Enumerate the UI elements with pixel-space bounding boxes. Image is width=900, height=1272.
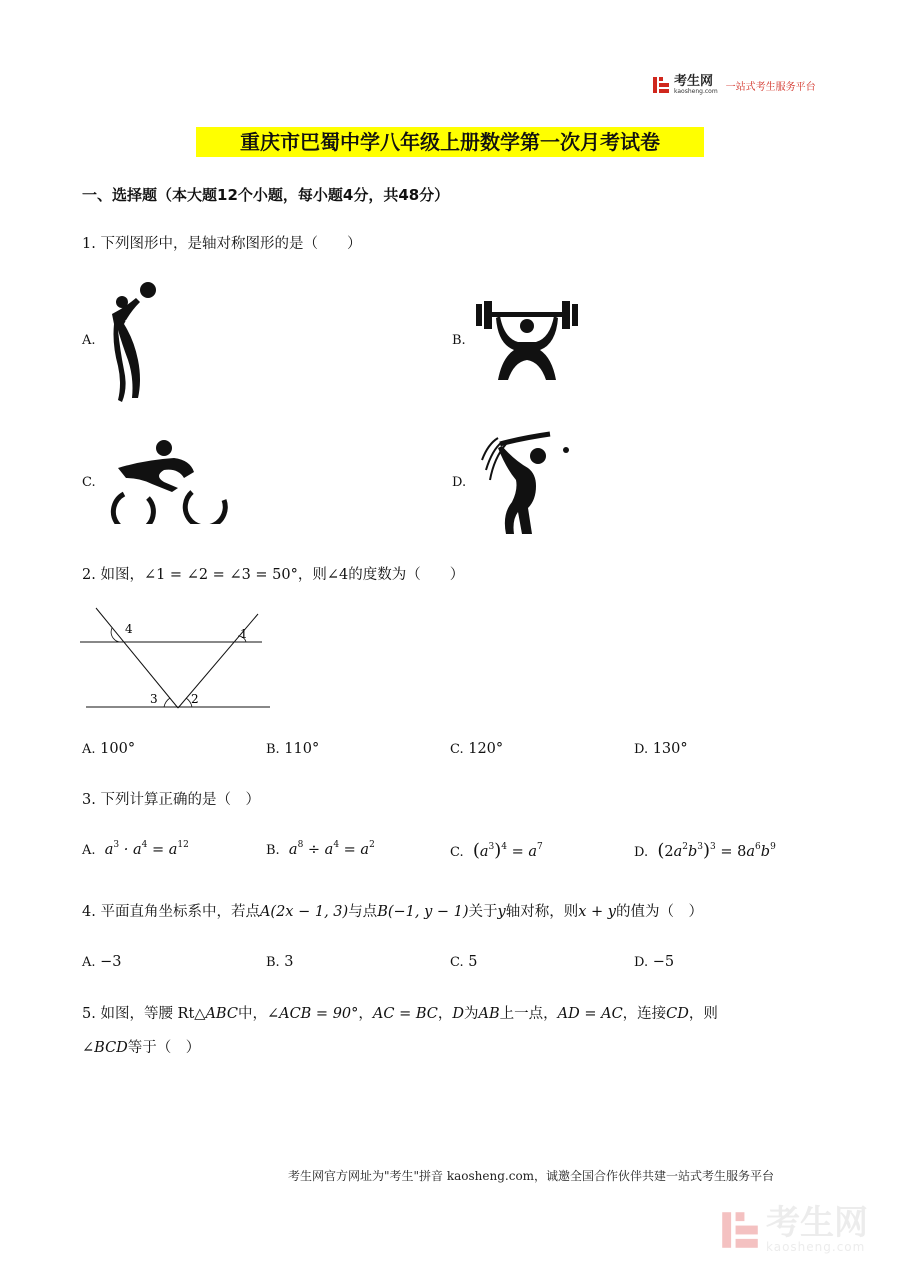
question-2 — [82, 563, 464, 584]
watermark-logo-icon — [720, 1210, 760, 1250]
header-logo[interactable] — [652, 74, 816, 96]
q3-option-d: D. $(2a^2b^3)^3 = 8a^6b^9$ — [634, 840, 776, 861]
question-4: 4. 平面直角坐标系中，若点A(2x − 1, 3)与点B(−1, y − 1)关于y轴对称，则x + y的值为（ ） — [82, 904, 703, 920]
q3-option-c: C. $(a^3)^4 = a^7$ — [450, 840, 543, 861]
q3-option-a: A. $a^3 \cdot a^4 = a^{12}$ — [82, 840, 189, 858]
logo-slogan: 一站式考生服务平台 — [725, 81, 816, 93]
q2-option-c: C. 120° — [450, 741, 504, 757]
point-a: A(2x − 1, 3) — [259, 904, 349, 920]
watermark-text: 考生网 — [766, 1203, 868, 1243]
q4-option-a: A. −3 — [82, 954, 122, 970]
q2-option-d: D. 130° — [634, 741, 688, 757]
q2-option-b: B. 110° — [266, 741, 320, 757]
logo-name: 考生网 — [674, 74, 714, 89]
weightlifter-icon — [474, 298, 580, 388]
label-2: 2 — [191, 692, 199, 706]
q1-option-b-label: B. — [452, 333, 466, 348]
q1-option-a-label: A. — [82, 333, 96, 348]
logo-domain: kaosheng.com — [674, 88, 718, 95]
label-4: 4 — [125, 622, 133, 636]
point-b: B(−1, y − 1) — [377, 904, 469, 920]
q2-suffix: ，则∠4的度数为（ ） — [297, 567, 465, 583]
logo-icon — [652, 76, 670, 94]
golfer-icon — [478, 430, 572, 544]
angle-3-arc — [164, 698, 170, 707]
angle-4-arc — [111, 628, 122, 642]
q4-option-d: D. −5 — [634, 954, 675, 970]
q4-option-c: C. 5 — [450, 954, 478, 970]
page-title: 重庆市巴蜀中学八年级上册数学第一次月考试卷 — [196, 127, 704, 157]
q2-option-a: A. 100° — [82, 741, 136, 757]
watermark — [720, 1203, 868, 1254]
label-1: 1 — [240, 627, 248, 641]
left-transversal — [96, 608, 178, 708]
question-5-line-1: 5. 如图，等腰 Rt△ABC中，∠ACB = 90°，AC = BC，D为AB上一点，AD = AC，连接CD，则 — [82, 1006, 718, 1022]
question-3: 3. 下列计算正确的是（ ） — [82, 792, 260, 808]
q1-option-d-label: D. — [452, 475, 467, 490]
q2-angles: ∠1 = ∠2 = ∠3 = 50° — [143, 567, 298, 583]
label-3: 3 — [150, 692, 158, 706]
basketball-player-icon — [108, 280, 160, 408]
q2-prefix: 2. 如图， — [82, 567, 144, 583]
q3-option-b: B. $a^8 \div a^4 = a^2$ — [266, 840, 375, 858]
q1-option-c-label: C. — [82, 475, 96, 490]
question-1: 1. 下列图形中，是轴对称图形的是（ ） — [82, 236, 362, 252]
footer-text: 考生网官方网址为"考生"拼音 kaosheng.com，诚邀全国合作伙伴共建一站式考生服务平台 — [288, 1169, 775, 1183]
question-5-line-2: ∠BCD等于（ ） — [82, 1040, 201, 1056]
q4-option-b: B. 3 — [266, 954, 294, 970]
cyclist-icon — [104, 438, 234, 528]
watermark-domain: kaosheng.com — [766, 1240, 866, 1254]
section-heading: 一、选择题（本大题12个小题，每小题4分，共48分） — [82, 186, 450, 204]
q2-figure — [80, 604, 276, 720]
